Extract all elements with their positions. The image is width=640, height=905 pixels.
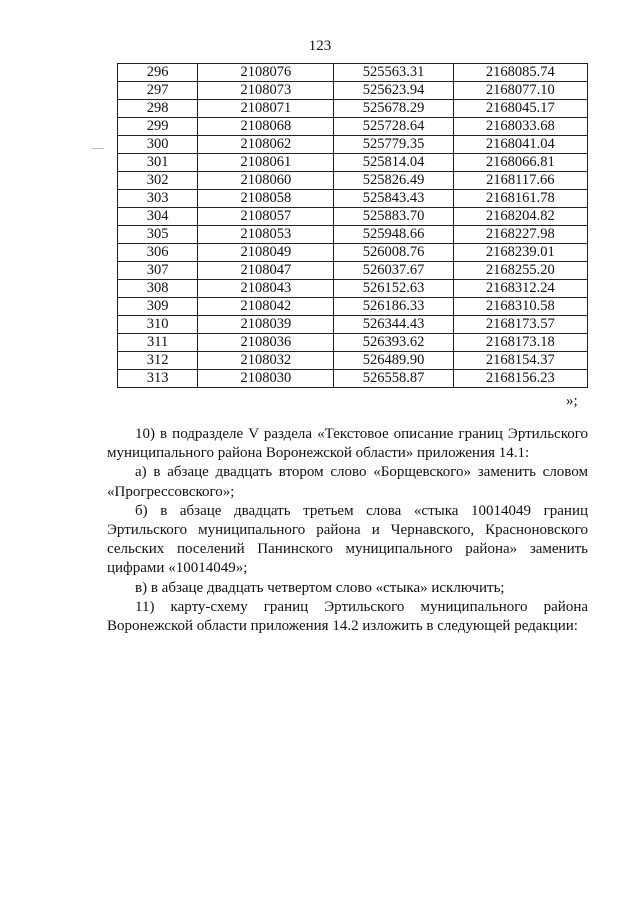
paragraph-subitem-v: в) в абзаце двадцать четвертом слово «стыка» исключить; [135,579,505,596]
table-row [118,100,588,118]
table-row [118,262,588,280]
point-id-cell: 2108058 [198,190,334,208]
x-coordinate-cell: 526344.43 [334,316,453,334]
table-row [118,352,588,370]
table-row [118,172,588,190]
point-id-cell: 2108036 [198,334,334,352]
x-coordinate-cell: 525814.04 [334,154,453,172]
point-id-cell: 2108032 [198,352,334,370]
point-number-cell: 296 [118,64,198,82]
table-row [118,154,588,172]
point-number-cell: 304 [118,208,198,226]
x-coordinate-cell: 525843.43 [334,190,453,208]
y-coordinate-cell: 2168066.81 [453,154,587,172]
point-number-cell: 300 [118,136,198,154]
point-id-cell: 2108076 [198,64,334,82]
y-coordinate-cell: 2168310.58 [453,298,587,316]
table-row [118,208,588,226]
y-coordinate-cell: 2168041.04 [453,136,587,154]
table-row [118,334,588,352]
point-number-cell: 309 [118,298,198,316]
point-number-cell: 311 [118,334,198,352]
paragraph-item-11: 11) карту-схему границ Эртильского муниципального района Воронежской области приложения 14.2 изложить в следующей редакции: [107,598,588,635]
y-coordinate-cell: 2168255.20 [453,262,587,280]
point-number-cell: 313 [118,370,198,388]
point-number-cell: 303 [118,190,198,208]
x-coordinate-cell: 525883.70 [334,208,453,226]
y-coordinate-cell: 2168117.66 [453,172,587,190]
paragraph-subitem-b: б) в абзаце двадцать третьем слова «стыка 10014049 границ Эртильского муниципального района и Чернавского, Красноновского сельских поселений Панинского муниципального района» заменить цифрами «10014049»; [107,502,588,577]
table-row [118,316,588,334]
x-coordinate-cell: 525779.35 [334,136,453,154]
point-id-cell: 2108061 [198,154,334,172]
y-coordinate-cell: 2168085.74 [453,64,587,82]
point-number-cell: 302 [118,172,198,190]
x-coordinate-cell: 525826.49 [334,172,453,190]
y-coordinate-cell: 2168077.10 [453,82,587,100]
point-number-cell: 306 [118,244,198,262]
point-id-cell: 2108057 [198,208,334,226]
point-id-cell: 2108068 [198,118,334,136]
x-coordinate-cell: 526393.62 [334,334,453,352]
x-coordinate-cell: 525678.29 [334,100,453,118]
y-coordinate-cell: 2168154.37 [453,352,587,370]
point-number-cell: 307 [118,262,198,280]
x-coordinate-cell: 525563.31 [334,64,453,82]
point-number-cell: 301 [118,154,198,172]
table-row [118,136,588,154]
x-coordinate-cell: 526008.76 [334,244,453,262]
margin-mark [92,148,104,149]
paragraph-subitem-a: а) в абзаце двадцать втором слово «Борщевского» заменить словом «Прогрессовского»; [107,464,588,500]
point-id-cell: 2108042 [198,298,334,316]
table-row [118,190,588,208]
coordinates-table [117,63,588,388]
table-row [118,64,588,82]
y-coordinate-cell: 2168033.68 [453,118,587,136]
table-row [118,118,588,136]
x-coordinate-cell: 525623.94 [334,82,453,100]
point-number-cell: 310 [118,316,198,334]
y-coordinate-cell: 2168204.82 [453,208,587,226]
closing-quote: »; [566,393,578,409]
page-number: 123 [308,38,332,54]
table-row [118,370,588,388]
point-id-cell: 2108073 [198,82,334,100]
point-id-cell: 2108047 [198,262,334,280]
table-row [118,226,588,244]
table-row [118,82,588,100]
point-id-cell: 2108030 [198,370,334,388]
x-coordinate-cell: 525728.64 [334,118,453,136]
y-coordinate-cell: 2168239.01 [453,244,587,262]
table-row [118,244,588,262]
y-coordinate-cell: 2168173.57 [453,316,587,334]
x-coordinate-cell: 526186.33 [334,298,453,316]
x-coordinate-cell: 526558.87 [334,370,453,388]
table-row [118,280,588,298]
paragraph-item-10: 10) в подразделе V раздела «Текстовое описание границ Эртильского муниципального района Воронежской области» приложения 14.1: [107,426,588,462]
x-coordinate-cell: 526489.90 [334,352,453,370]
point-id-cell: 2108049 [198,244,334,262]
point-number-cell: 299 [118,118,198,136]
point-number-cell: 308 [118,280,198,298]
amendment-text [107,425,588,636]
point-id-cell: 2108039 [198,316,334,334]
x-coordinate-cell: 525948.66 [334,226,453,244]
y-coordinate-cell: 2168045.17 [453,100,587,118]
y-coordinate-cell: 2168161.78 [453,190,587,208]
y-coordinate-cell: 2168156.23 [453,370,587,388]
point-number-cell: 297 [118,82,198,100]
x-coordinate-cell: 526037.67 [334,262,453,280]
coordinates-table-body [118,64,588,388]
point-id-cell: 2108043 [198,280,334,298]
y-coordinate-cell: 2168312.24 [453,280,587,298]
point-number-cell: 298 [118,100,198,118]
y-coordinate-cell: 2168227.98 [453,226,587,244]
table-row [118,298,588,316]
y-coordinate-cell: 2168173.18 [453,334,587,352]
point-number-cell: 312 [118,352,198,370]
point-id-cell: 2108053 [198,226,334,244]
point-id-cell: 2108062 [198,136,334,154]
x-coordinate-cell: 526152.63 [334,280,453,298]
point-number-cell: 305 [118,226,198,244]
point-id-cell: 2108071 [198,100,334,118]
point-id-cell: 2108060 [198,172,334,190]
